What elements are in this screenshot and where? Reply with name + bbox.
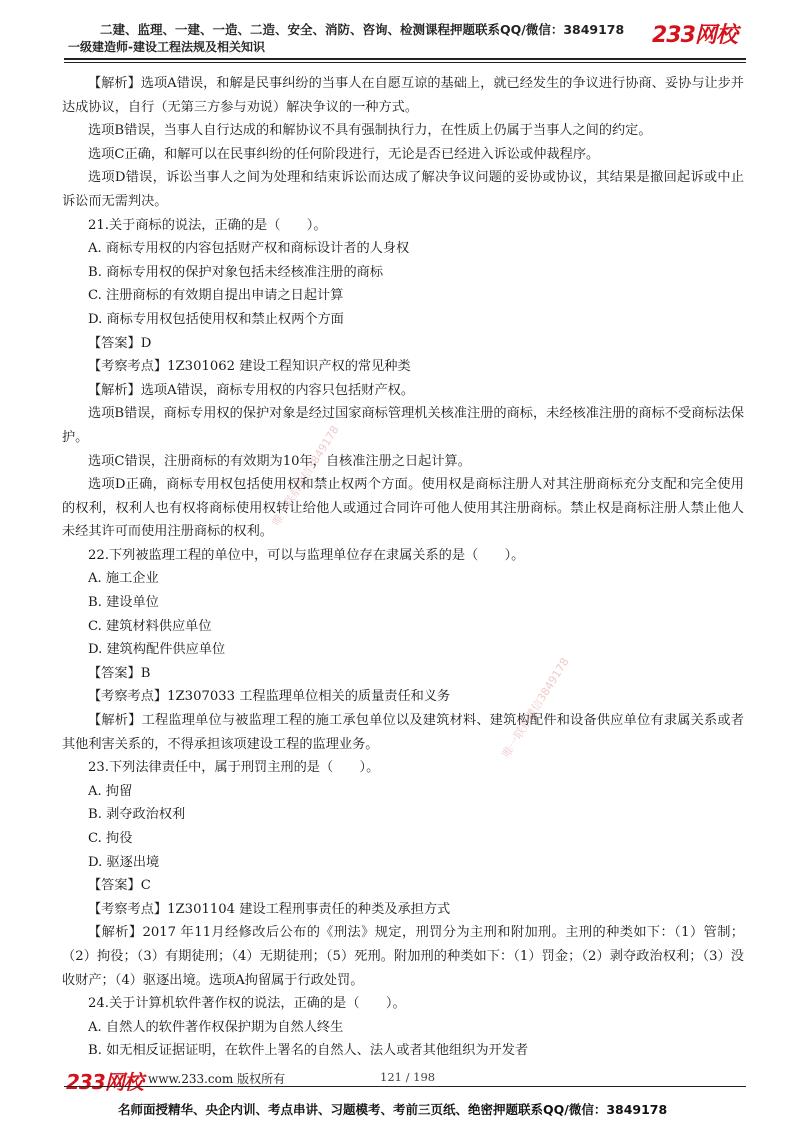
exam-point: 【考察考点】1Z307033 工程监理单位相关的质量责任和义务: [88, 689, 451, 705]
header-subject: 一级建造师-建设工程法规及相关知识: [68, 40, 265, 54]
document-body: [62, 72, 744, 1063]
header-divider-thin: [64, 62, 746, 63]
paragraph: 选项D正确，商标专用权包括使用权和禁止权两个方面。使用权是商标注册人对其注册商标充分支配和完全使用的权利，权利人也有权将商标使用权转让给他人或通过合同许可他人使用其注册商标。禁止权是商标注册人禁止他人未经其许可而使用注册商标的权利。: [62, 477, 744, 540]
footer-divider: [64, 1086, 746, 1087]
answer: 【答案】B: [88, 665, 151, 681]
page-number: 121 / 198: [380, 1070, 436, 1084]
option: A. 自然人的软件著作权保护期为自然人终生: [88, 1019, 344, 1035]
option: B. 剥夺政治权利: [88, 807, 186, 823]
option: D. 商标专用权包括使用权和禁止权两个方面: [88, 311, 344, 327]
question-stem: 21.关于商标的说法，正确的是（ ）。: [88, 217, 327, 233]
page-header: [0, 0, 800, 60]
question-stem: 23.下列法律责任中，属于刑罚主刑的是（ ）。: [88, 760, 380, 776]
brand-logo: 233网校: [652, 23, 737, 48]
option: C. 建筑材料供应单位: [88, 618, 212, 634]
option: A. 施工企业: [88, 571, 159, 587]
paragraph: 选项B错误，商标专用权的保护对象是经过国家商标管理机关核准注册的商标，未经核准注册的商标不受商标法保护。: [62, 406, 744, 445]
option: A. 拘留: [88, 783, 133, 799]
watermark: 唯一联系微信3849178: [499, 655, 572, 760]
header-contact-line: 二建、监理、一建、一造、二造、安全、消防、咨询、检测课程押题联系QQ/微信：3849178: [100, 22, 625, 37]
paragraph: 【解析】选项A错误，商标专用权的内容只包括财产权。: [88, 382, 415, 398]
paragraph: 选项C正确，和解可以在民事纠纷的任何阶段进行，无论是否已经进入诉讼或仲裁程序。: [88, 146, 600, 162]
header-divider: [64, 58, 746, 60]
paragraph: 【解析】2017 年11月经修改后公布的《刑法》规定，刑罚分为主刑和附加刑。主刑的种类如下：（1）管制；（2）拘役；（3）有期徒刑；（4）无期徒刑；（5）死刑。附加刑的种类如下：（1）罚金；（2）剥夺政治权利；（3）没收财产；（4）驱逐出境。选项A拘留属于行政处罚。: [62, 925, 744, 988]
option: C. 拘役: [88, 831, 133, 846]
option: C. 注册商标的有效期自提出申请之日起计算: [88, 288, 344, 304]
option: A. 商标专用权的内容包括财产权和商标设计者的人身权: [88, 241, 410, 257]
answer: 【答案】C: [88, 878, 151, 894]
paragraph: 选项D错误，诉讼当事人之间为处理和结束诉讼而达成了解决争议问题的妥协或协议，其结果是撤回起诉或中止诉讼而无需判决。: [62, 170, 744, 209]
paragraph: 【解析】选项A错误，和解是民事纠纷的当事人在自愿互谅的基础上，就已经发生的争议进行协商、妥协与让步并达成协议，自行（无第三方参与劝说）解决争议的一种方式。: [62, 76, 744, 115]
option: B. 如无相反证据证明，在软件上署名的自然人、法人或者其他组织为开发者: [88, 1043, 529, 1059]
option: B. 建设单位: [88, 595, 159, 611]
exam-point: 【考察考点】1Z301104 建设工程刑事责任的种类及承担方式: [88, 901, 451, 917]
paragraph: 选项C错误，注册商标的有效期为10年，自核准注册之日起计算。: [88, 453, 471, 469]
option: D. 建筑构配件供应单位: [88, 642, 226, 658]
footer-logo: 233网校: [66, 1070, 143, 1094]
answer: 【答案】D: [88, 335, 152, 351]
footer-contact-line: 名师面授精华、央企内训、考点串讲、习题模考、考前三页纸、绝密押题联系QQ/微信：3849178: [118, 1102, 668, 1117]
footer-copyright: www.233.com 版权所有: [148, 1072, 286, 1086]
paragraph: 选项B错误，当事人自行达成的和解协议不具有强制执行力，在性质上仍属于当事人之间的约定。: [88, 123, 652, 139]
option: B. 商标专用权的保护对象包括未经核准注册的商标: [88, 264, 384, 280]
question-stem: 24.关于计算机软件著作权的说法，正确的是（ ）。: [88, 996, 406, 1012]
question-stem: 22.下列被监理工程的单位中，可以与监理单位存在隶属关系的是（ ）。: [88, 547, 525, 563]
paragraph: 【解析】工程监理单位与被监理工程的施工承包单位以及建筑材料、建筑构配件和设备供应单位有隶属关系或者其他利害关系的，不得承担该项建设工程的监理业务。: [62, 713, 744, 752]
exam-point: 【考察考点】1Z301062 建设工程知识产权的常见种类: [88, 359, 411, 375]
option: D. 驱逐出境: [88, 854, 160, 870]
watermark: 唯一联系微信3849178: [269, 423, 342, 528]
